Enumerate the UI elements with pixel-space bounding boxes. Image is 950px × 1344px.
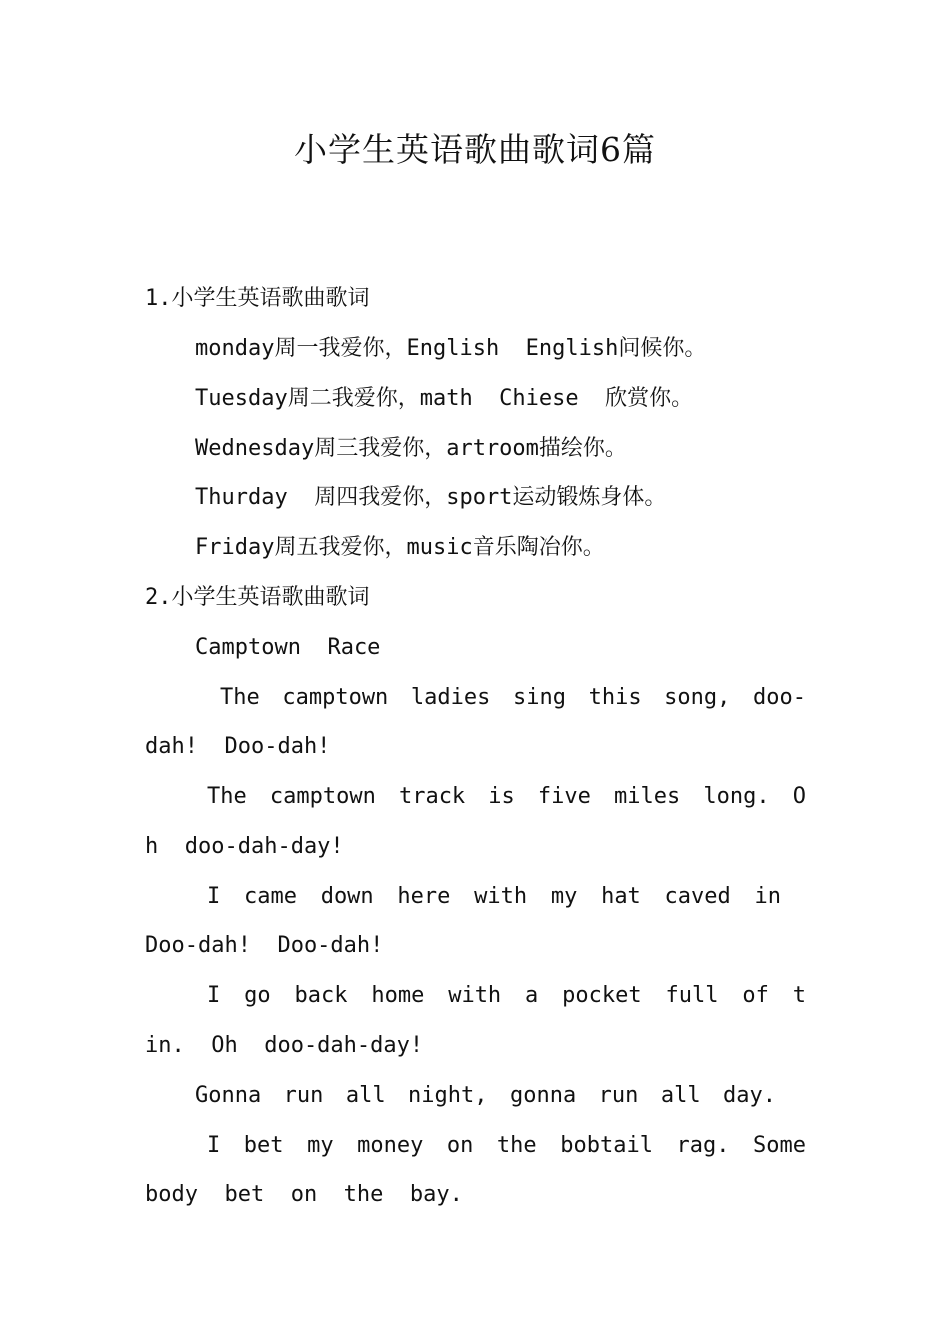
lyric-line: The camptown track is five miles long. O <box>207 784 806 809</box>
document-title: 小学生英语歌曲歌词6篇 <box>294 130 656 169</box>
section-1-line: Wednesday周三我爱你，artroom描绘你。 <box>195 436 627 461</box>
lyric-line: I bet my money on the bobtail rag. Some <box>207 1133 806 1158</box>
section-1-line: monday周一我爱你，English English问候你。 <box>195 336 707 361</box>
section-1-line: Tuesday周二我爱你，math Chiese 欣赏你。 <box>195 386 694 411</box>
lyric-line: body bet on the bay. <box>145 1182 463 1207</box>
lyric-line: Gonna run all night, gonna run all day. <box>195 1083 776 1108</box>
lyric-line: in. Oh doo-dah-day! <box>145 1033 424 1058</box>
lyric-line: The camptown ladies sing this song, doo- <box>220 685 806 710</box>
lyric-line: dah! Doo-dah! <box>145 734 331 759</box>
song-title: Camptown Race <box>195 635 381 660</box>
section-1-line: Friday周五我爱你，music音乐陶冶你。 <box>195 535 605 560</box>
lyric-line: I came down here with my hat caved in <box>207 884 781 909</box>
section-1-heading: 1.小学生英语歌曲歌词 <box>145 286 370 311</box>
lyric-line: h doo-dah-day! <box>145 834 344 859</box>
section-2-heading: 2.小学生英语歌曲歌词 <box>145 585 370 610</box>
lyric-line: Doo-dah! Doo-dah! <box>145 933 384 958</box>
section-1-line: Thurday 周四我爱你，sport运动锻炼身体。 <box>195 485 667 510</box>
lyric-line: I go back home with a pocket full of t <box>207 983 806 1008</box>
